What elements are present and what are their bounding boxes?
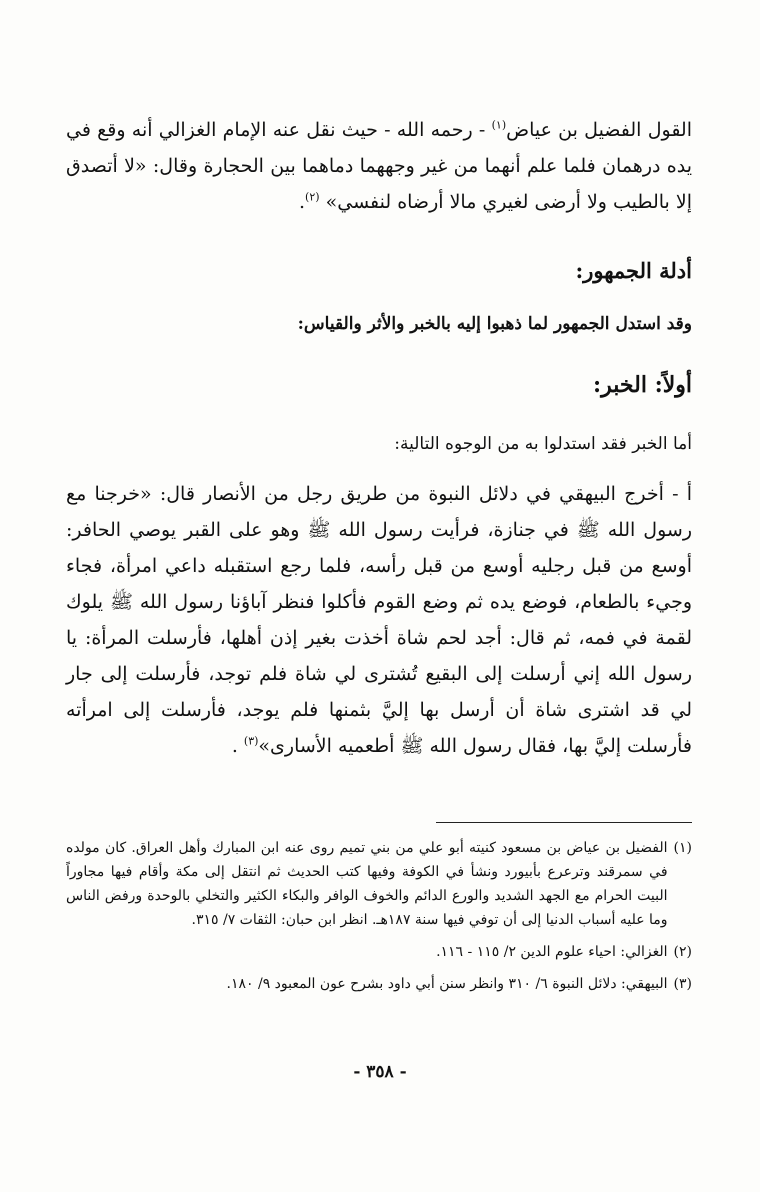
footnote-ref-3: (٣) [243, 734, 259, 748]
footnote-divider [436, 822, 692, 823]
footnotes [66, 836, 692, 1004]
footnote-3 [66, 972, 692, 996]
paragraph-end: . [299, 191, 306, 213]
opening-paragraph [66, 112, 692, 220]
section-intro: وقد استدل الجمهور لما ذهبوا إليه بالخبر والأثر والقياس: [297, 314, 692, 334]
footnote-number: (٢) [673, 944, 692, 960]
subsection-heading: أولاً: الخبر: [593, 372, 692, 398]
page-number: - ٣٥٨ - [353, 1062, 407, 1082]
footnote-text: الغزالي: احياء علوم الدين ٢/ ١١٥ - ١١٦. [436, 944, 668, 960]
paragraph-text: أ - أخرج البيهقي في دلائل النبوة من طريق رجل من الأنصار قال: «خرجنا مع رسول الله ﷺ في جنازة، فرأيت رسول الله ﷺ وهو على القبر يوصي الحافر: أوسع من قبل رجليه أوسع من قبل رأسه، فلما رجع استقبله داعي امرأة، فجاء وجيء بالطعام، فوضع يده ثم وضع القوم فأكلوا فنظر آباؤنا رسول الله ﷺ يلوك لقمة في فمه، ثم قال: أجد لحم شاة أخذت بغير إذن أهلها، فأرسلت المرأة: يا رسول الله إني أرسلت إلى البقيع تُشترى لي شاة فلم توجد، فأرسلت إلى جار لي قد اشترى شاة أن أرسل بها إليَّ بثمنها فلم يوجد، فأرسلت إلى امرأته فأرسلت إليَّ بها، فقال رسول الله ﷺ أطعميه الأسارى» [66, 483, 692, 757]
footnote-number: (١) [673, 840, 692, 856]
paragraph-text: القول الفضيل بن عياض [506, 119, 692, 141]
footnote-2 [66, 940, 692, 964]
footnote-number: (٣) [673, 976, 692, 992]
paragraph-end: . [231, 735, 244, 757]
paragraph-text: - رحمه الله - حيث نقل عنه الإمام الغزالي أنه وقع في يده درهمان فلما علم أنهما من غير وجههما دماهما بين الحجارة وقال: «لا أتصدق إلا بالطيب ولا أرضى لغيري مالا أرضاه لنفسي» [66, 119, 692, 213]
footnote-text: الفضيل بن عياض بن مسعود كنيته أبو علي من بني تميم روى عنه ابن المبارك وأهل العراق. كان مولده في سمرقند وترعرع بأبيورد ونشأ في الكوفة وفيها كتب الحديث ثم انتقل إلى مكة وأقام فيها مجاوراً البيت الحرام مع الجهد الشديد والورع الدائم والخوف الوافر والبكاء الكثير والتخلي بالوحدة ورفض الناس وما عليه أسباب الدنيا إلى أن توفي فيها سنة ١٨٧هـ. انظر ابن حبان: الثقات ٧/ ٣١٥. [66, 840, 668, 928]
footnote-text: البيهقي: دلائل النبوة ٦/ ٣١٠ وانظر سنن أبي داود بشرح عون المعبود ٩/ ١٨٠. [226, 976, 668, 992]
hadith-paragraph [66, 476, 692, 764]
footnote-1 [66, 836, 692, 932]
footnote-ref-1: (١) [491, 118, 507, 132]
footnote-ref-2: (٢) [305, 190, 320, 204]
section-heading: أدلة الجمهور: [575, 258, 692, 283]
khabar-intro: أما الخبر فقد استدلوا به من الوجوه التالية: [394, 434, 692, 454]
